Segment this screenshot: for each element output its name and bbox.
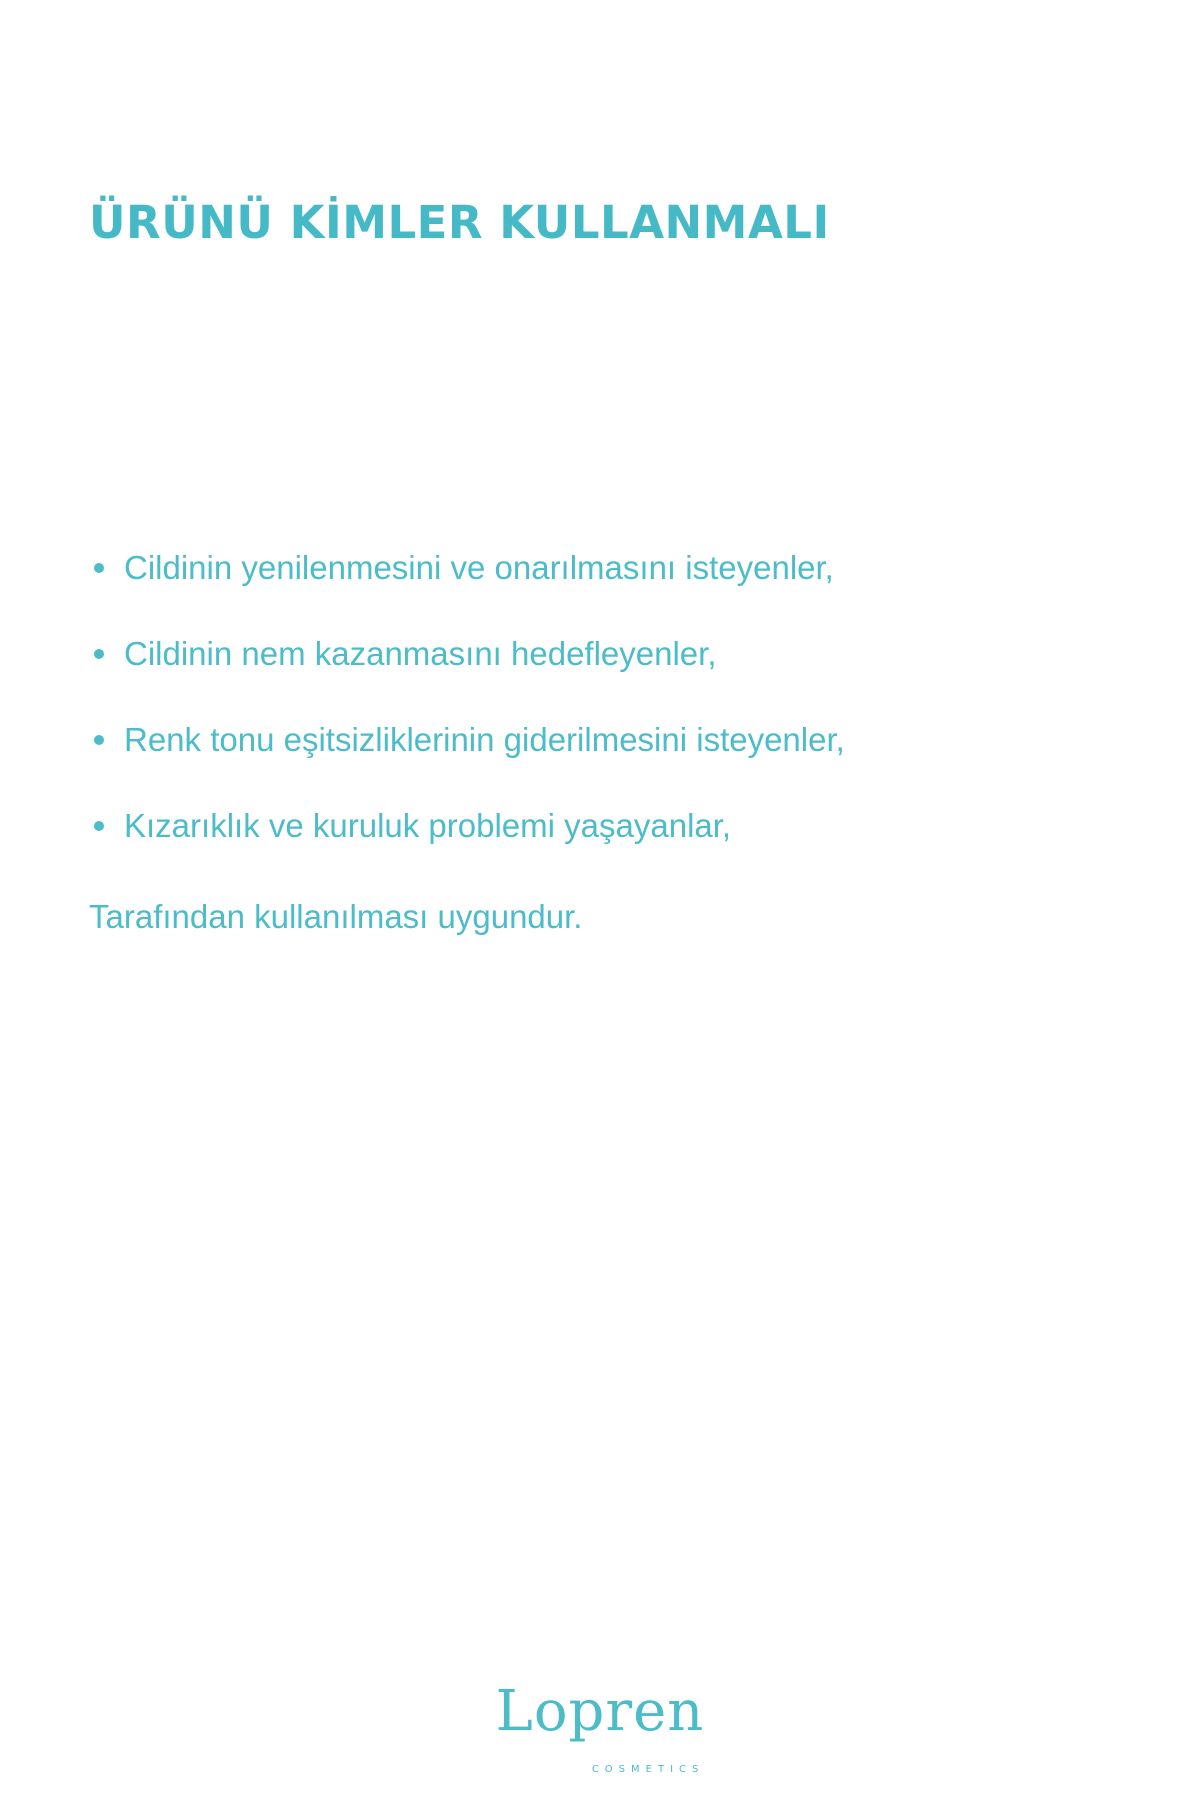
brand-name-text: Lopren <box>495 1679 705 1744</box>
list-item-text: Renk tonu eşitsizliklerinin giderilmesini isteyenler, <box>124 721 845 758</box>
brand-logo <box>0 1679 1200 1775</box>
list-item-text: Cildinin nem kazanmasını hedefleyenler, <box>124 635 717 672</box>
list-item-text: Kızarıklık ve kuruluk problemi yaşayanlar, <box>124 807 732 844</box>
list-item-text: Cildinin yenilenmesini ve onarılmasını isteyenler, <box>124 549 834 586</box>
bullet-icon <box>94 821 104 831</box>
brand-subtitle: COSMETICS <box>591 1764 705 1775</box>
brand-name <box>495 1679 705 1775</box>
bullet-icon <box>94 735 104 745</box>
bullet-icon <box>94 649 104 659</box>
page-title: ÜRÜNÜ KİMLER KULLANMALI <box>89 196 830 249</box>
bullet-icon <box>94 563 104 573</box>
closing-line: Tarafından kullanılması uygundur. <box>89 898 583 935</box>
